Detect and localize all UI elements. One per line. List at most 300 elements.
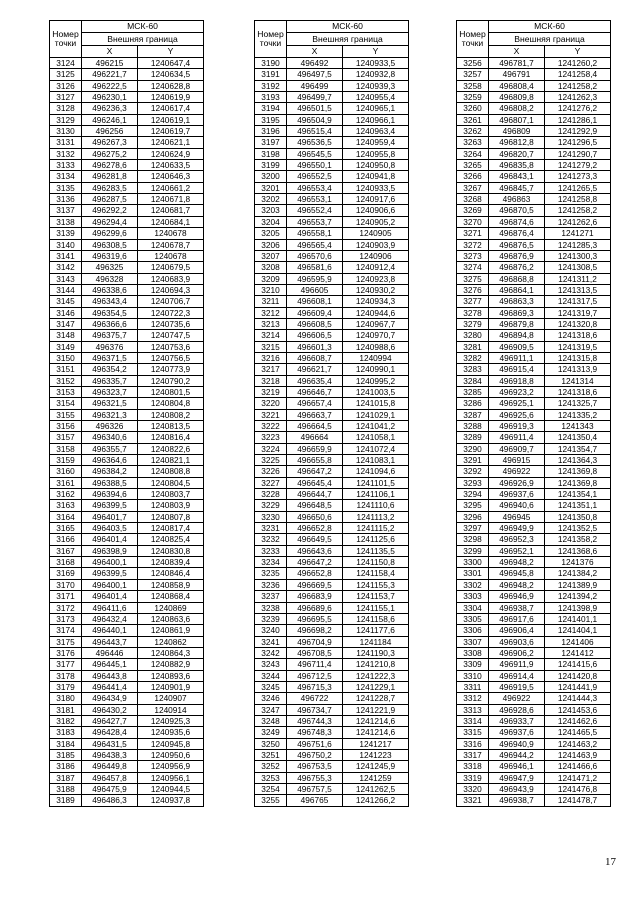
point-number-cell: 3309 [457, 659, 489, 670]
y-coordinate-cell: 1241258,4 [545, 69, 611, 80]
point-number-cell: 3126 [50, 80, 82, 91]
y-coordinate-cell: 1240830,8 [138, 545, 204, 556]
table-row [50, 137, 204, 148]
point-number-cell: 3267 [457, 182, 489, 193]
y-coordinate-cell: 1240678 [138, 250, 204, 261]
x-coordinate-cell: 496267,3 [82, 137, 138, 148]
point-number-cell: 3257 [457, 69, 489, 80]
y-coordinate-cell: 1240905 [343, 228, 409, 239]
y-coordinate-cell: 1241229,1 [343, 681, 409, 692]
point-number-cell: 3224 [255, 443, 287, 454]
x-coordinate-cell: 496552,5 [287, 171, 343, 182]
x-coordinate-cell: 496400,1 [82, 557, 138, 568]
x-coordinate-cell: 496708,5 [287, 647, 343, 658]
coordinate-system-header: МСК-60 [82, 21, 204, 33]
table-row [457, 296, 611, 307]
y-coordinate-cell: 1241313,5 [545, 284, 611, 295]
x-coordinate-cell: 496553,4 [287, 182, 343, 193]
y-coordinate-cell: 1240882,9 [138, 659, 204, 670]
point-number-cell: 3252 [255, 761, 287, 772]
point-number-cell: 3299 [457, 545, 489, 556]
x-coordinate-cell: 496655,8 [287, 455, 343, 466]
x-coordinate-cell: 496394,6 [82, 489, 138, 500]
x-coordinate-cell: 496876,4 [489, 228, 545, 239]
x-coordinate-cell: 496937,6 [489, 489, 545, 500]
x-coordinate-cell: 496917,6 [489, 613, 545, 624]
table-row [255, 148, 409, 159]
point-number-cell: 3187 [50, 772, 82, 783]
table-row [457, 114, 611, 125]
table-row [457, 194, 611, 205]
y-coordinate-cell: 1240941,8 [343, 171, 409, 182]
x-coordinate-cell: 496909,5 [489, 341, 545, 352]
table-row [457, 761, 611, 772]
x-coordinate-cell: 496918,8 [489, 375, 545, 386]
y-coordinate-cell: 1240963,4 [343, 126, 409, 137]
table-row [255, 545, 409, 556]
point-number-cell: 3310 [457, 670, 489, 681]
x-coordinate-cell: 496319,6 [82, 250, 138, 261]
y-coordinate-cell: 1240808,8 [138, 466, 204, 477]
y-coordinate-cell: 1240901,9 [138, 681, 204, 692]
table-row [50, 421, 204, 432]
table-row [255, 738, 409, 749]
point-number-cell: 3232 [255, 534, 287, 545]
point-number-cell: 3312 [457, 693, 489, 704]
x-coordinate-cell: 496750,2 [287, 749, 343, 760]
y-coordinate-cell: 1241113,2 [343, 511, 409, 522]
table-row [50, 216, 204, 227]
table-row [50, 148, 204, 159]
x-coordinate-cell: 496606,5 [287, 330, 343, 341]
x-coordinate-cell: 496864,1 [489, 284, 545, 295]
point-number-cell: 3320 [457, 784, 489, 795]
point-number-cell: 3275 [457, 273, 489, 284]
y-coordinate-cell: 1241110,6 [343, 500, 409, 511]
point-number-cell: 3209 [255, 273, 287, 284]
y-coordinate-cell: 1241214,6 [343, 715, 409, 726]
x-coordinate-cell: 496911,9 [489, 659, 545, 670]
point-number-cell: 3169 [50, 568, 82, 579]
y-coordinate-cell: 1241352,5 [545, 523, 611, 534]
point-number-cell: 3157 [50, 432, 82, 443]
table-row [255, 364, 409, 375]
point-number-cell: 3266 [457, 171, 489, 182]
table-row [255, 613, 409, 624]
x-coordinate-cell: 496940,9 [489, 738, 545, 749]
y-coordinate-cell: 1241350,4 [545, 432, 611, 443]
y-coordinate-cell: 1241420,8 [545, 670, 611, 681]
point-number-cell: 3258 [457, 80, 489, 91]
y-coordinate-cell: 1240903,9 [343, 239, 409, 250]
point-number-cell: 3281 [457, 341, 489, 352]
x-coordinate-cell: 496646,7 [287, 386, 343, 397]
point-number-cell: 3243 [255, 659, 287, 670]
point-number-cell: 3176 [50, 647, 82, 658]
table-row [457, 228, 611, 239]
y-column-header: Y [138, 45, 204, 57]
y-coordinate-cell: 1241313,9 [545, 364, 611, 375]
point-number-cell: 3137 [50, 205, 82, 216]
point-number-cell: 3160 [50, 466, 82, 477]
y-coordinate-cell: 1241465,5 [545, 727, 611, 738]
point-number-cell: 3238 [255, 602, 287, 613]
table-row [50, 647, 204, 658]
table-row [50, 579, 204, 590]
y-coordinate-cell: 1240955,4 [343, 92, 409, 103]
y-coordinate-cell: 1240988,6 [343, 341, 409, 352]
y-coordinate-cell: 1240930,2 [343, 284, 409, 295]
table-row [255, 250, 409, 261]
x-coordinate-cell: 496894,8 [489, 330, 545, 341]
y-coordinate-cell: 1241311,2 [545, 273, 611, 284]
y-coordinate-cell: 1241401,1 [545, 613, 611, 624]
x-coordinate-cell: 496845,7 [489, 182, 545, 193]
table-row [457, 681, 611, 692]
table-row [457, 500, 611, 511]
table-row [255, 352, 409, 363]
point-number-cell: 3297 [457, 523, 489, 534]
table-row [457, 727, 611, 738]
point-number-cell: 3133 [50, 160, 82, 171]
x-column-header: X [82, 45, 138, 57]
point-number-cell: 3139 [50, 228, 82, 239]
y-coordinate-cell: 1240965,1 [343, 103, 409, 114]
point-number-header [457, 21, 489, 58]
x-coordinate-cell: 496256 [82, 126, 138, 137]
table-row [255, 421, 409, 432]
table-row [457, 386, 611, 397]
x-coordinate-cell: 496434,9 [82, 693, 138, 704]
point-number-cell: 3284 [457, 375, 489, 386]
x-coordinate-cell: 496945,8 [489, 568, 545, 579]
x-coordinate-cell: 496411,6 [82, 602, 138, 613]
point-number-cell: 3168 [50, 557, 82, 568]
table-row [50, 704, 204, 715]
x-coordinate-cell: 496401,7 [82, 511, 138, 522]
boundary-header: Внешняя граница [287, 33, 409, 45]
table-row [255, 477, 409, 488]
table-row [255, 681, 409, 692]
x-column-header: X [287, 45, 343, 57]
y-coordinate-cell: 1241404,1 [545, 625, 611, 636]
point-number-cell: 3203 [255, 205, 287, 216]
table-row [50, 69, 204, 80]
y-coordinate-cell: 1240945,8 [138, 738, 204, 749]
y-coordinate-cell: 1241214,6 [343, 727, 409, 738]
table-row [255, 625, 409, 636]
point-number-cell: 3175 [50, 636, 82, 647]
point-number-cell: 3128 [50, 103, 82, 114]
table-row [255, 92, 409, 103]
point-number-cell: 3212 [255, 307, 287, 318]
table-row [255, 296, 409, 307]
point-number-cell: 3158 [50, 443, 82, 454]
y-coordinate-cell: 1241015,8 [343, 398, 409, 409]
point-number-cell: 3221 [255, 409, 287, 420]
table-row [50, 625, 204, 636]
table-row [457, 579, 611, 590]
point-number-cell: 3274 [457, 262, 489, 273]
table-row [457, 216, 611, 227]
y-coordinate-cell: 1241351,1 [545, 500, 611, 511]
y-coordinate-cell: 1241266,2 [343, 795, 409, 806]
point-number-cell: 3273 [457, 250, 489, 261]
point-number-cell: 3302 [457, 579, 489, 590]
point-number-cell: 3315 [457, 727, 489, 738]
table-row [50, 523, 204, 534]
point-number-cell: 3313 [457, 704, 489, 715]
y-coordinate-cell: 1241101,5 [343, 477, 409, 488]
y-coordinate-cell: 1240803,9 [138, 500, 204, 511]
y-coordinate-cell: 1240868,4 [138, 591, 204, 602]
y-coordinate-cell: 1241471,2 [545, 772, 611, 783]
y-coordinate-cell: 1241292,9 [545, 126, 611, 137]
y-coordinate-cell: 1240790,2 [138, 375, 204, 386]
point-number-cell: 3171 [50, 591, 82, 602]
table-row [457, 375, 611, 386]
y-coordinate-cell: 1241444,3 [545, 693, 611, 704]
table-row [255, 171, 409, 182]
x-coordinate-cell: 496689,6 [287, 602, 343, 613]
y-coordinate-cell: 1241285,3 [545, 239, 611, 250]
x-coordinate-cell: 496922 [489, 466, 545, 477]
point-number-cell: 3316 [457, 738, 489, 749]
x-coordinate-cell: 496751,6 [287, 738, 343, 749]
point-number-header [50, 21, 82, 58]
y-coordinate-cell: 1241478,7 [545, 795, 611, 806]
point-number-cell: 3247 [255, 704, 287, 715]
x-coordinate-cell: 496906,2 [489, 647, 545, 658]
table-row [457, 466, 611, 477]
x-coordinate-cell: 496552,4 [287, 205, 343, 216]
x-coordinate-cell: 496321,3 [82, 409, 138, 420]
point-number-cell: 3285 [457, 386, 489, 397]
y-coordinate-cell: 1240722,3 [138, 307, 204, 318]
table-row [50, 761, 204, 772]
table-row [50, 693, 204, 704]
x-coordinate-cell: 496644,7 [287, 489, 343, 500]
y-coordinate-cell: 1241190,3 [343, 647, 409, 658]
point-number-cell: 3151 [50, 364, 82, 375]
x-coordinate-cell: 496340,6 [82, 432, 138, 443]
x-coordinate-cell: 496695,5 [287, 613, 343, 624]
x-coordinate-cell: 496504,9 [287, 114, 343, 125]
point-number-cell: 3291 [457, 455, 489, 466]
table-row [457, 568, 611, 579]
x-coordinate-cell: 496432,4 [82, 613, 138, 624]
x-coordinate-cell: 496399,5 [82, 568, 138, 579]
x-coordinate-cell: 496915,4 [489, 364, 545, 375]
point-number-cell: 3301 [457, 568, 489, 579]
table-row [457, 171, 611, 182]
point-number-cell: 3146 [50, 307, 82, 318]
point-number-cell: 3239 [255, 613, 287, 624]
x-coordinate-cell: 496608,5 [287, 318, 343, 329]
table-row [255, 341, 409, 352]
table-row [50, 511, 204, 522]
y-coordinate-cell: 1240813,5 [138, 421, 204, 432]
table-row [50, 466, 204, 477]
x-coordinate-cell: 496683,9 [287, 591, 343, 602]
point-number-cell: 3241 [255, 636, 287, 647]
point-number-cell: 3185 [50, 749, 82, 760]
point-number-cell: 3194 [255, 103, 287, 114]
x-coordinate-cell: 496748,3 [287, 727, 343, 738]
table-row [50, 795, 204, 806]
x-coordinate-cell: 496486,3 [82, 795, 138, 806]
table-row [255, 386, 409, 397]
y-coordinate-cell: 1241217 [343, 738, 409, 749]
point-number-cell: 3240 [255, 625, 287, 636]
x-coordinate-cell: 496236,3 [82, 103, 138, 114]
y-coordinate-cell: 1241221,9 [343, 704, 409, 715]
table-row [255, 307, 409, 318]
point-number-cell: 3283 [457, 364, 489, 375]
y-coordinate-cell: 1240893,6 [138, 670, 204, 681]
y-coordinate-cell: 1240647,4 [138, 58, 204, 69]
point-number-cell: 3162 [50, 489, 82, 500]
y-coordinate-cell: 1241245,9 [343, 761, 409, 772]
x-coordinate-cell: 496649,5 [287, 534, 343, 545]
x-coordinate-cell: 496475,9 [82, 784, 138, 795]
point-number-cell: 3246 [255, 693, 287, 704]
table-row [50, 772, 204, 783]
table-row [50, 284, 204, 295]
x-coordinate-cell: 496215 [82, 58, 138, 69]
point-number-header-line1: Номер [52, 29, 79, 40]
point-number-cell: 3166 [50, 534, 82, 545]
table-row [457, 92, 611, 103]
table-row [255, 489, 409, 500]
table-row [255, 182, 409, 193]
y-coordinate-cell: 1241320,8 [545, 318, 611, 329]
y-coordinate-cell: 1240925,3 [138, 715, 204, 726]
y-coordinate-cell: 1241317,5 [545, 296, 611, 307]
table-row [50, 341, 204, 352]
point-number-cell: 3264 [457, 148, 489, 159]
table-row [457, 591, 611, 602]
table-row [457, 205, 611, 216]
x-coordinate-cell: 496283,5 [82, 182, 138, 193]
point-number-cell: 3220 [255, 398, 287, 409]
point-number-cell: 3290 [457, 443, 489, 454]
x-coordinate-cell: 496835,8 [489, 160, 545, 171]
point-number-cell: 3228 [255, 489, 287, 500]
y-coordinate-cell: 1241259 [343, 772, 409, 783]
table-row [457, 784, 611, 795]
x-coordinate-cell: 496734,7 [287, 704, 343, 715]
table-row [255, 602, 409, 613]
table-row [457, 795, 611, 806]
table-row [255, 455, 409, 466]
point-number-cell: 3200 [255, 171, 287, 182]
y-coordinate-cell: 1241369,8 [545, 477, 611, 488]
x-coordinate-cell: 496501,5 [287, 103, 343, 114]
y-coordinate-cell: 1240935,6 [138, 727, 204, 738]
y-coordinate-cell: 1240934,3 [343, 296, 409, 307]
x-coordinate-cell: 496911,4 [489, 432, 545, 443]
table-row [50, 398, 204, 409]
x-coordinate-cell: 496876,9 [489, 250, 545, 261]
y-coordinate-cell: 1240678,7 [138, 239, 204, 250]
point-number-header-line2: точки [461, 38, 484, 48]
point-number-cell: 3208 [255, 262, 287, 273]
coordinate-system-header: МСК-60 [287, 21, 409, 33]
point-number-cell: 3204 [255, 216, 287, 227]
x-coordinate-cell: 496809,8 [489, 92, 545, 103]
point-number-cell: 3225 [255, 455, 287, 466]
point-number-cell: 3303 [457, 591, 489, 602]
table-row [50, 318, 204, 329]
y-coordinate-cell: 1240990,1 [343, 364, 409, 375]
x-coordinate-cell: 496652,8 [287, 568, 343, 579]
y-coordinate-cell: 1240923,8 [343, 273, 409, 284]
point-number-cell: 3280 [457, 330, 489, 341]
y-coordinate-cell: 1240933,5 [343, 58, 409, 69]
x-coordinate-cell: 496355,7 [82, 443, 138, 454]
x-coordinate-cell: 496292,2 [82, 205, 138, 216]
point-number-cell: 3163 [50, 500, 82, 511]
table-row [50, 636, 204, 647]
y-coordinate-cell: 1241376 [545, 557, 611, 568]
table-row [50, 455, 204, 466]
point-number-cell: 3130 [50, 126, 82, 137]
y-coordinate-cell: 1241398,9 [545, 602, 611, 613]
point-number-cell: 3161 [50, 477, 82, 488]
x-coordinate-cell: 496294,4 [82, 216, 138, 227]
table-body [457, 58, 611, 807]
point-number-cell: 3222 [255, 421, 287, 432]
x-coordinate-cell: 496650,6 [287, 511, 343, 522]
x-coordinate-cell: 496376 [82, 341, 138, 352]
table-row [457, 58, 611, 69]
x-coordinate-cell: 496445,1 [82, 659, 138, 670]
coordinates-table-3 [456, 20, 611, 807]
y-coordinate-cell: 1240617,4 [138, 103, 204, 114]
y-coordinate-cell: 1241260,2 [545, 58, 611, 69]
y-coordinate-cell: 1240822,6 [138, 443, 204, 454]
y-coordinate-cell: 1241003,5 [343, 386, 409, 397]
y-coordinate-cell: 1240905,2 [343, 216, 409, 227]
x-coordinate-cell: 496647,2 [287, 466, 343, 477]
table-row [457, 511, 611, 522]
x-coordinate-cell: 496664 [287, 432, 343, 443]
table-row [457, 443, 611, 454]
x-coordinate-cell: 496948,2 [489, 557, 545, 568]
point-number-cell: 3136 [50, 194, 82, 205]
x-coordinate-cell: 496876,2 [489, 262, 545, 273]
x-coordinate-cell: 496608,7 [287, 352, 343, 363]
table-row [50, 171, 204, 182]
y-coordinate-cell: 1240619,1 [138, 114, 204, 125]
point-number-cell: 3262 [457, 126, 489, 137]
x-coordinate-cell: 496366,6 [82, 318, 138, 329]
point-number-cell: 3318 [457, 761, 489, 772]
y-coordinate-cell: 1241271 [545, 228, 611, 239]
point-number-cell: 3272 [457, 239, 489, 250]
x-coordinate-cell: 496657,4 [287, 398, 343, 409]
point-number-cell: 3223 [255, 432, 287, 443]
y-coordinate-cell: 1240959,4 [343, 137, 409, 148]
point-number-cell: 3164 [50, 511, 82, 522]
x-coordinate-cell: 496915 [489, 455, 545, 466]
point-number-cell: 3216 [255, 352, 287, 363]
table-row [50, 409, 204, 420]
x-coordinate-cell: 496753,5 [287, 761, 343, 772]
x-coordinate-cell: 496757,5 [287, 784, 343, 795]
point-number-cell: 3206 [255, 239, 287, 250]
